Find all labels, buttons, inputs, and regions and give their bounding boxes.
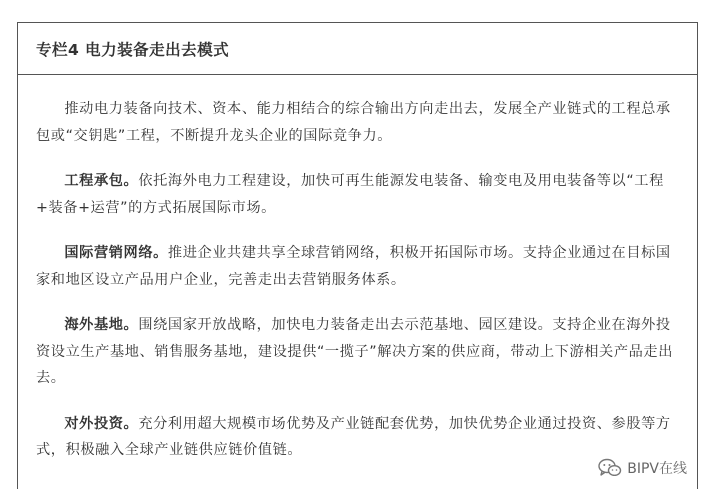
paragraph-intro	[36, 96, 679, 149]
paragraph-text: 推动电力装备向技术、资本、能力相结合的综合输出方向走出去，发展全产业链式的工程总承包或“交钥匙”工程，不断提升龙头企业的国际竞争力。	[36, 101, 671, 144]
paragraph-text: 推进企业共建共享全球营销网络，积极开拓国际市场。支持企业通过在目标国家和地区设立产品用户企业，完善走出去营销服务体系。	[36, 245, 671, 288]
paragraph-text: 充分利用超大规模市场优势及产业链配套优势，加快优势企业通过投资、参股等方式，积极融入全球产业链供应链价值链。	[36, 415, 671, 458]
paragraph-overseas-base	[36, 312, 679, 392]
column-box	[17, 22, 698, 489]
paragraph-lead: 对外投资。	[64, 415, 139, 432]
column-title: 专栏4 电力装备走出去模式	[36, 40, 230, 59]
column-header	[18, 23, 697, 75]
wechat-icon	[598, 458, 622, 478]
watermark	[598, 458, 687, 478]
column-body	[18, 75, 697, 464]
paragraph-marketing-network	[36, 240, 679, 293]
paragraph-lead: 国际营销网络。	[64, 245, 168, 261]
paragraph-lead: 工程承包。	[64, 173, 139, 189]
watermark-text: BIPV在线	[627, 461, 687, 477]
paragraph-lead: 海外基地。	[64, 317, 139, 333]
paragraph-text: 围绕国家开放战略，加快电力装备走出去示范基地、园区建设。支持企业在海外投资设立生产基地、销售服务基地，建设提供“一揽子”解决方案的供应商，带动上下游相关产品走出去。	[36, 317, 673, 386]
paragraph-engineering-contracting	[36, 168, 679, 221]
paragraph-text: 依托海外电力工程建设，加快可再生能源发电装备、输变电及用电装备等以“工程+装备+运营”的方式拓展国际市场。	[36, 173, 664, 216]
paragraph-foreign-investment	[36, 411, 679, 464]
